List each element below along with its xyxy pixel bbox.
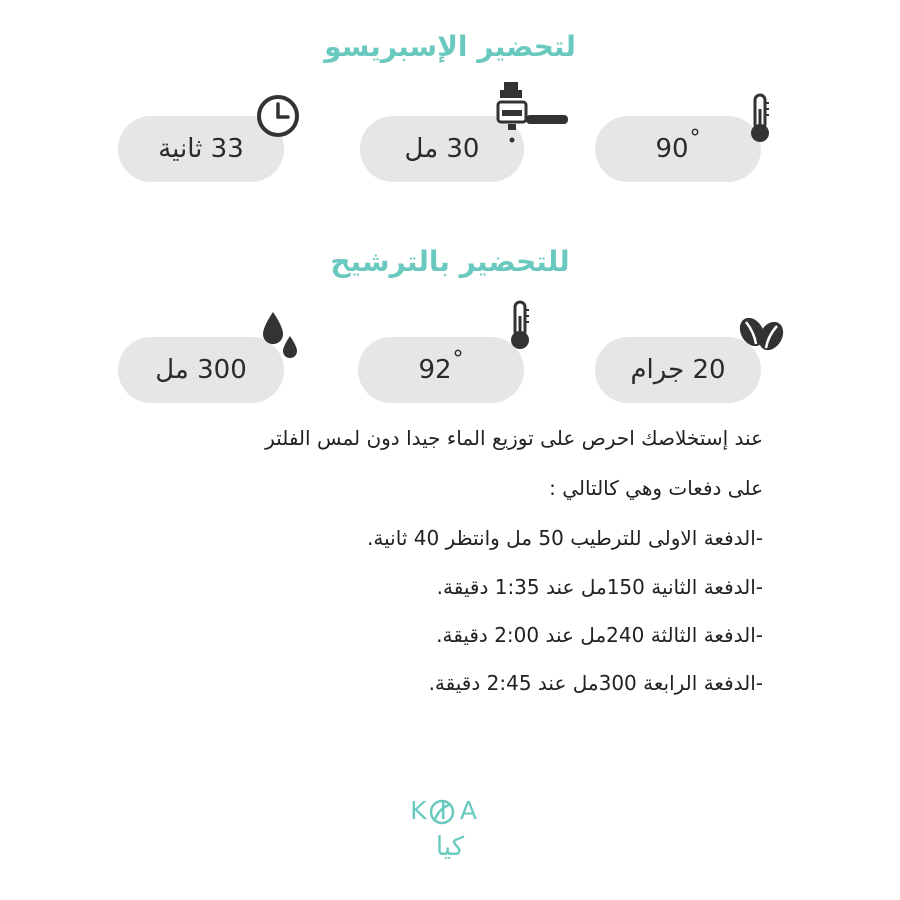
espresso-title: لتحضير الإسبريسو [324,30,576,63]
thermometer-icon [508,300,532,356]
instruction-line-6: -الدفعة الرابعة 300مل عند 2:45 دقيقة. [428,671,763,695]
instruction-line-1: عند إستخلاصك احرص على توزيع الماء جيدا دون لمس الفلتر [265,426,763,450]
pour-over-temperature-value: 92° [418,347,464,385]
instruction-line-4: -الدفعة الثانية 150مل عند 1:35 دقيقة. [436,575,763,599]
espresso-time-value: 33 ثانية [158,134,244,164]
instruction-line-3: -الدفعة الاولى للترطيب 50 مل وانتظر 40 ثانية. [367,526,763,550]
clock-icon [256,94,300,142]
leaf-icon [428,798,456,830]
logo-latin: KIA [410,796,490,825]
instruction-line-5: -الدفعة الثالثة 240مل عند 2:00 دقيقة. [436,623,763,647]
pour-over-coffee-value: 20 جرام [630,355,726,385]
espresso-temperature-pill [595,116,761,182]
water-drops-icon [259,310,301,366]
portafilter-icon [496,80,570,154]
pour-over-coffee-pill [595,337,761,403]
instruction-line-2: على دفعات وهي كالتالي : [549,476,763,500]
coffee-beans-icon [738,314,784,358]
espresso-water-value: 30 مل [404,134,480,164]
pour-over-title: للتحضير بالترشيح [330,245,570,278]
pour-over-temperature-pill [358,337,524,403]
espresso-temperature-value: 90° [655,126,701,164]
thermometer-icon [748,93,772,149]
pour-over-water-value: 300 مل [155,355,247,385]
logo-arabic: كيا [435,832,465,862]
